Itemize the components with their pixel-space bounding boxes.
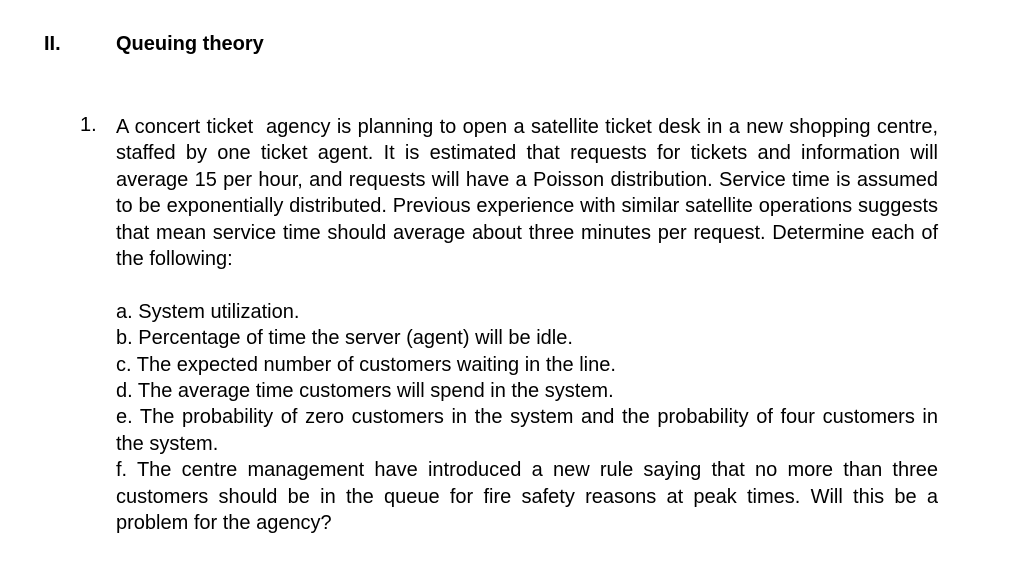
question-item-a: a. System utilization. [116, 300, 300, 323]
question-item-c: c. The expected number of customers waiting in the line. [116, 353, 616, 376]
paragraph-spacer [116, 272, 938, 298]
question-item-e: e. The probability of zero customers in the system and the probability of four customers in the system. [116, 406, 938, 455]
question-text: A concert ticket agency is planning to open a satellite ticket desk in a new shopping centre, staffed by one ticket agent. It is estimated that requests for tickets and information will average 15 per hour, and requests will have a Poisson distribution. Service time is assumed to be exponentially distributed. Previous experience with similar satellite operations suggests that mean service time should average about three minutes per request. Determine each of the following: [116, 116, 944, 271]
question-item-d: d. The average time customers will spend in the system. [116, 380, 614, 403]
question-number: 1. [80, 114, 97, 136]
question-body [116, 114, 944, 536]
section-title: Queuing theory [116, 33, 264, 55]
section-number: II. [44, 33, 61, 55]
question-item-f: f. The centre management have introduced a new rule saying that no more than three customers should be in the queue for fire safety reasons at peak times. Will this be a problem for the agency? [116, 459, 938, 535]
question-item-b: b. Percentage of time the server (agent) will be idle. [116, 327, 573, 350]
